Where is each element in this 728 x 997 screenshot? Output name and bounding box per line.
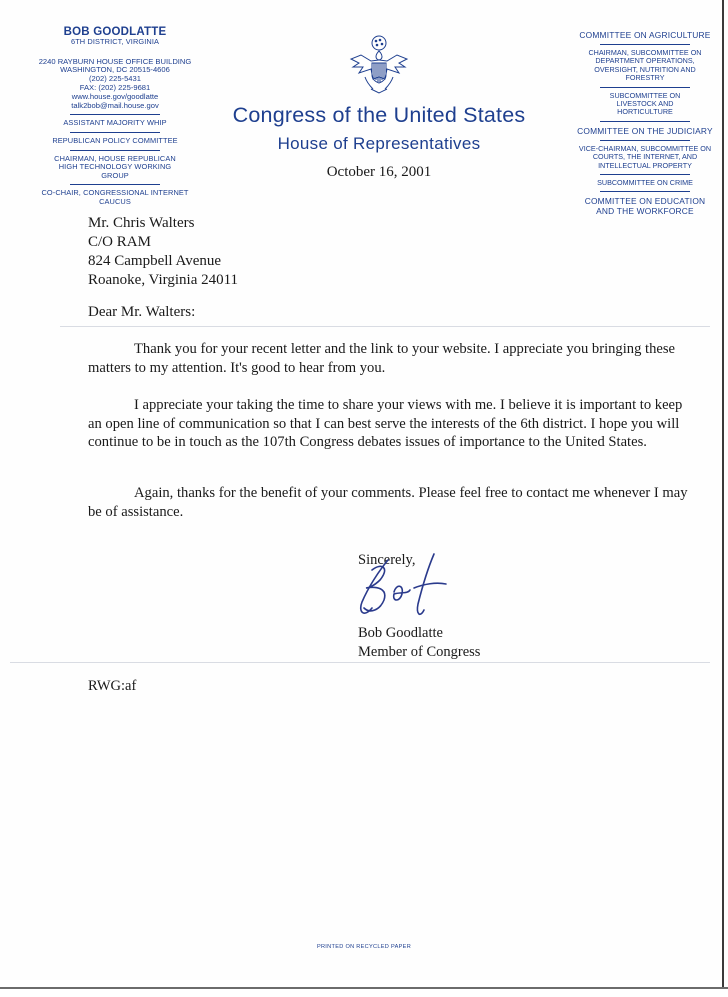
- divider: [600, 87, 690, 88]
- salutation: Dear Mr. Walters:: [88, 304, 196, 320]
- committee-detail: VICE-CHAIRMAN, SUBCOMMITTEE ON COURTS, THE INTERNET, AND INTELLECTUAL PROPERTY: [578, 143, 712, 170]
- office-email: talk2bob@mail.house.gov: [71, 100, 159, 110]
- scan-edge: [0, 987, 728, 997]
- member-info-column: [30, 26, 200, 207]
- recipient-address: [88, 214, 238, 290]
- office-address-line: 2240 RAYBURN HOUSE OFFICE BUILDING: [38, 56, 192, 66]
- divider: [600, 121, 690, 122]
- handwritten-signature: [348, 548, 460, 628]
- divider: [70, 150, 160, 151]
- letter-paragraph: [88, 340, 688, 377]
- recipient-street: 824 Campbell Avenue: [88, 253, 222, 269]
- divider: [600, 140, 690, 141]
- member-role: CHAIRMAN, HOUSE REPUBLICAN HIGH TECHNOLOGY WORKING GROUP: [54, 153, 176, 180]
- divider: [600, 174, 690, 175]
- committee-detail: CHAIRMAN, SUBCOMMITTEE ON DEPARTMENT OPERATIONS, OVERSIGHT, NUTRITION AND FORESTRY: [588, 48, 702, 83]
- scan-artifact: [10, 662, 710, 663]
- member-role: REPUBLICAN POLICY COMMITTEE: [52, 135, 178, 145]
- recipient-name: Mr. Chris Walters: [88, 215, 195, 231]
- letter-paragraph: [88, 396, 688, 452]
- letter-paragraph: [88, 484, 688, 521]
- committee-heading: COMMITTEE ON AGRICULTURE: [579, 30, 711, 40]
- signature-block: [358, 624, 480, 662]
- letterhead-subtitle: House of Representatives: [277, 134, 481, 153]
- signer-name: Bob Goodlatte: [358, 625, 443, 641]
- paragraph-text: Thank you for your recent letter and the link to your website. I appreciate you bringing these matters to my attention. It's good to hear from you.: [88, 341, 676, 376]
- divider: [600, 44, 690, 45]
- office-address-line: WASHINGTON, DC 20515-4606: [60, 65, 170, 75]
- committee-heading: COMMITTEE ON EDUCATION AND THE WORKFORCE: [584, 196, 706, 217]
- committee-detail: SUBCOMMITTEE ON LIVESTOCK AND HORTICULTURE: [609, 90, 681, 117]
- signer-title: Member of Congress: [358, 644, 481, 660]
- office-fax: FAX: (202) 225-9681: [79, 82, 151, 92]
- paragraph-text: I appreciate your taking the time to share your views with me. I believe it is important to keep an open line of communication so that I can best serve the interests of the 6th district. I hope you will continue to be in touch as the 107th Congress debates issues of importance to the United States.: [88, 397, 683, 450]
- great-seal-icon: [345, 33, 413, 95]
- committee-detail: SUBCOMMITTEE ON CRIME: [597, 178, 693, 188]
- letter-date: October 16, 2001: [326, 164, 432, 180]
- scan-edge: [722, 0, 724, 995]
- committee-column: [566, 30, 724, 216]
- member-role: ASSISTANT MAJORITY WHIP: [63, 118, 167, 128]
- scan-artifact: [60, 326, 710, 327]
- divider: [70, 184, 160, 185]
- divider: [600, 191, 690, 192]
- divider: [70, 114, 160, 115]
- letterhead-title: Congress of the United States: [232, 103, 526, 127]
- member-name: BOB GOODLATTE: [63, 26, 167, 38]
- member-district: 6TH DISTRICT, VIRGINIA: [70, 37, 160, 46]
- paragraph-text: Again, thanks for the benefit of your comments. Please feel free to contact me whenever I may be of assistance.: [88, 485, 688, 520]
- recipient-org: C/O RAM: [88, 234, 151, 250]
- closing: Sincerely,: [358, 552, 416, 568]
- reference-initials: RWG:af: [88, 678, 137, 694]
- office-website: www.house.gov/goodlatte: [71, 91, 159, 101]
- committee-heading: COMMITTEE ON THE JUDICIARY: [577, 125, 713, 136]
- member-role: CO-CHAIR, CONGRESSIONAL INTERNET CAUCUS: [41, 188, 189, 206]
- divider: [70, 132, 160, 133]
- office-phone: (202) 225-5431: [89, 74, 141, 84]
- recycled-paper-note: PRINTED ON RECYCLED PAPER: [316, 944, 412, 950]
- recipient-city: Roanoke, Virginia 24011: [88, 272, 239, 288]
